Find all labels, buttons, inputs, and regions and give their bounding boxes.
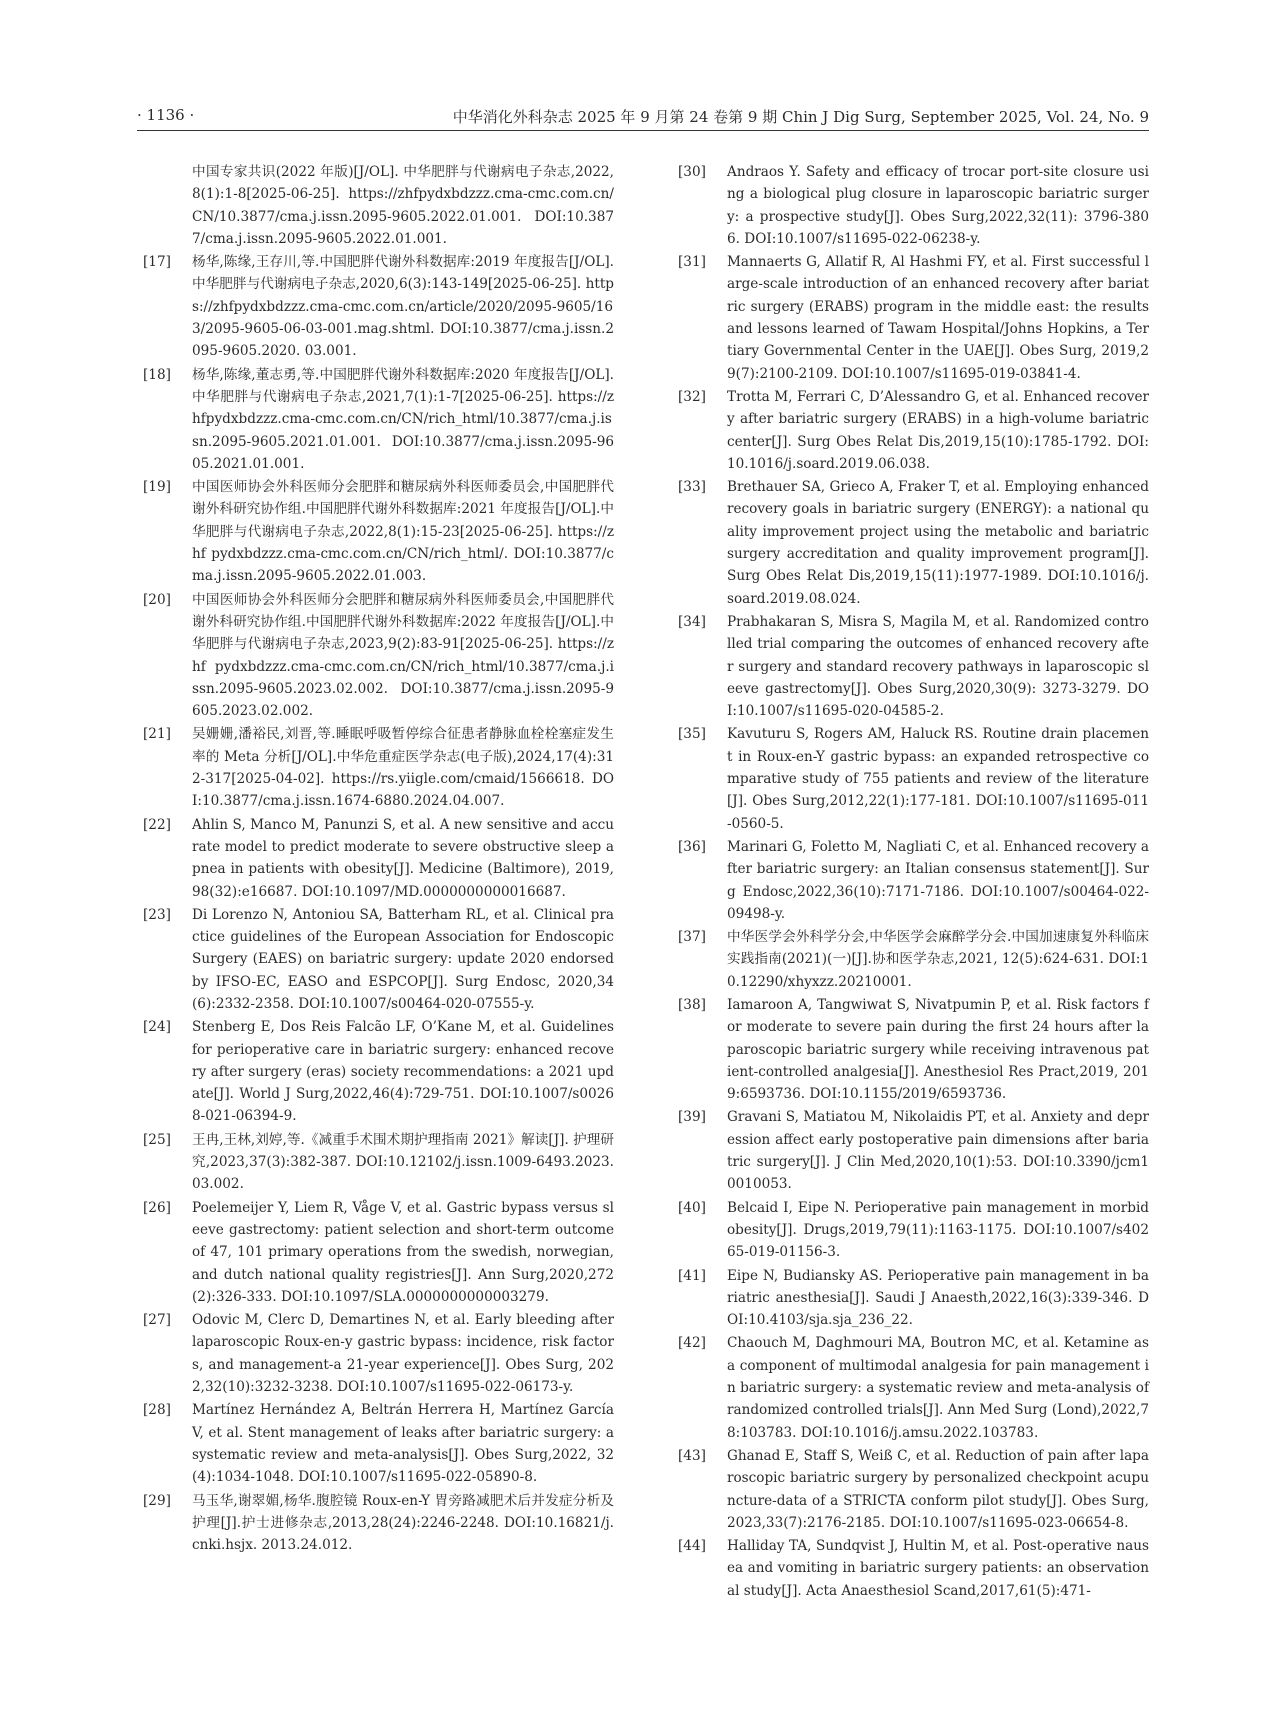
reference-number: [43] [678,1447,706,1464]
reference-number: [28] [143,1402,171,1419]
reference-text: Belcaid I, Eipe N. Perioperative pain management in morbid obesity[J]. Drugs,2019,79(11):1163-1175. DOI:10.1007/s40265-019-01156-3. [727,1199,1149,1261]
right-column [672,161,1149,1603]
reference-text: Martínez Hernández A, Beltrán Herrera H, Martínez García V, et al. Stent management of leaks after bariatric surgery: a systematic review and meta-analysis[J]. Obes Surg,2022, 32(4):1034-1048. DOI:10.1007/s11695-022-05890-8. [192,1402,614,1486]
reference-text: Brethauer SA, Grieco A, Fraker T, et al. Employing enhanced recovery goals in bariatric surgery (ENERGY): a national quality improvement project using the metabolic and bariatric surgery accreditation and quality improvement program[J]. Surg Obes Relat Dis,2019,15(11):1977-1989. DOI:10.1016/j.soard.2019.08.024. [727,479,1149,607]
reference-26 [137,1197,614,1308]
reference-text: 中华医学会外科学分会,中华医学会麻醉学分会.中国加速康复外科临床实践指南(2021)(一)[J].协和医学杂志,2021, 12(5):624-631. DOI:10.12290/xhyxzz.20210001. [727,929,1149,990]
reference-text: Iamaroon A, Tangwiwat S, Nivatpumin P, et al. Risk factors for moderate to severe pain during the first 24 hours after laparoscopic bariatric surgery while receiving intravenous patient-controlled analgesia[J]. Anesthesiol Res Pract,2019, 2019:6593736. DOI:10.1155/2019/6593736. [727,996,1149,1103]
reference-27 [137,1309,614,1398]
reference-text: 中国专家共识(2022 年版)[J/OL]. 中华肥胖与代谢病电子杂志,2022,8(1):1-8[2025-06-25]. https://zhfpydxbdzzz.cma-cmc.com.cn/CN/10.3877/cma.j.issn.2095-9605.2022.01.001. DOI:10.3877/cma.j.issn.2095-9605.2022.01.001. [192,164,614,247]
reference-text: Kavuturu S, Rogers AM, Haluck RS. Routine drain placement in Roux-en-Y gastric bypass: an expanded retrospective comparative study of 755 patients and review of the literature[J]. Obes Surg,2012,22(1):177-181. DOI:10.1007/s11695-011-0560-5. [727,726,1149,832]
reference-text: Chaouch M, Daghmouri MA, Boutron MC, et al. Ketamine as a component of multimodal analgesia for pain management in bariatric surgery: a systematic review and meta-analysis of randomized controlled trials[J]. Ann Med Surg (Lond),2022,78:103783. DOI:10.1016/j.amsu.2022.103783. [727,1335,1149,1441]
reference-number: [20] [143,591,171,608]
page-number: · 1136 · [137,106,195,124]
reference-text: 杨华,陈缘,王存川,等.中国肥胖代谢外科数据库:2019 年度报告[J/OL]. 中华肥胖与代谢病电子杂志,2020,6(3):143-149[2025-06-25]. https://zhfpydxbdzzz.cma-cmc.com.cn/article/2020/2095-9605/163/2095-9605-06-03-001.mag.shtml. DOI:10.3877/cma.j.issn.2095-9605.2020. 03.001. [192,254,614,360]
reference-number: [22] [143,816,171,833]
reference-21 [137,723,614,812]
reference-number: [41] [678,1267,706,1284]
reference-39 [672,1106,1149,1195]
reference-number: [37] [678,929,706,946]
reference-number: [42] [678,1335,706,1352]
reference-text: 杨华,陈缘,董志勇,等.中国肥胖代谢外科数据库:2020 年度报告[J/OL]. 中华肥胖与代谢病电子杂志,2021,7(1):1-7[2025-06-25]. https://zhfpydxbdzzz.cma-cmc.com.cn/CN/rich_html/10.3877/cma.j.issn.2095-9605.2021.01.001. DOI:10.3877/cma.j.issn.2095-9605.2021.01.001. [192,366,614,472]
reference-text: Andraos Y. Safety and efficacy of trocar port-site closure using a biological plug closure in laparoscopic bariatric surgery: a prospective study[J]. Obes Surg,2022,32(11): 3796-3806. DOI:10.1007/s11695-022-06238-y. [727,164,1149,247]
reference-30 [672,161,1149,250]
reference-24 [137,1016,614,1127]
reference-continuation [137,161,614,250]
reference-number: [17] [143,254,171,271]
reference-text: Mannaerts G, Allatif R, Al Hashmi FY, et al. First successful large-scale introduction of an enhanced recovery after bariatric surgery (ERABS) program in the middle east: the results and lessons learned of Tawam Hospital/Johns Hopkins, a Tertiary Governmental Center in the UAE[J]. Obes Surg, 2019,29(7):2100-2109. DOI:10.1007/s11695-019-03841-4. [727,254,1149,382]
reference-31 [672,251,1149,385]
reference-number: [23] [143,906,171,923]
reference-text: Trotta M, Ferrari C, D’Alessandro G, et al. Enhanced recovery after bariatric surgery (ERABS) in a high-volume bariatric center[J]. Surg Obes Relat Dis,2019,15(10):1785-1792. DOI:10.1016/j.soard.2019.06.038. [727,388,1149,472]
reference-number: [40] [678,1199,706,1216]
reference-36 [672,836,1149,925]
reference-number: [29] [143,1492,171,1509]
reference-text: 王冉,王林,刘婷,等.《减重手术围术期护理指南 2021》解读[J]. 护理研究,2023,37(3):382-387. DOI:10.12102/j.issn.1009-6493.2023.03.002. [192,1131,614,1193]
reference-19 [137,476,614,587]
reference-20 [137,589,614,723]
reference-number: [33] [678,479,706,496]
reference-text: Poelemeijer Y, Liem R, Våge V, et al. Gastric bypass versus sleeve gastrectomy: patient selection and short-term outcome of 47, 101 primary operations from the swedish, norwegian, and dutch national quality registries[J]. Ann Surg,2020,272(2):326-333. DOI:10.1097/SLA.0000000000003279. [192,1199,614,1305]
reference-text: Stenberg E, Dos Reis Falcão LF, O’Kane M, et al. Guidelines for perioperative care in bariatric surgery: enhanced recovery after surgery (eras) society recommendations: a 2021 update[J]. World J Surg,2022,46(4):729-751. DOI:10.1007/s00268-021-06394-9. [192,1019,614,1125]
reference-text: Ghanad E, Staff S, Weiß C, et al. Reduction of pain after laparoscopic bariatric surgery by personalized checkpoint acupuncture-data of a STRICTA conform pilot study[J]. Obes Surg,2023,33(7):2176-2185. DOI:10.1007/s11695-023-06654-8. [727,1447,1149,1531]
reference-25 [137,1129,614,1196]
reference-text: 吴姗姗,潘裕民,刘晋,等.睡眠呼吸暂停综合征患者静脉血栓栓塞症发生率的 Meta 分析[J/OL].中华危重症医学杂志(电子版),2024,17(4):312-317[2025-04-02]. https://rs.yiigle.com/cmaid/1566618. DOI:10.3877/cma.j.issn.1674-6880.2024.04.007. [192,726,614,810]
reference-number: [30] [678,164,706,180]
reference-33 [672,476,1149,610]
reference-44 [672,1535,1149,1602]
reference-22 [137,814,614,903]
reference-41 [672,1265,1149,1332]
reference-text: Marinari G, Foletto M, Nagliati C, et al. Enhanced recovery after bariatric surgery: an Italian consensus statement[J]. Surg Endosc,2022,36(10):7171-7186. DOI:10.1007/s00464-022-09498-y. [727,838,1149,922]
reference-number: [35] [678,726,706,743]
reference-number: [18] [143,366,171,383]
reference-29 [137,1490,614,1557]
reference-17 [137,251,614,362]
reference-text: 马玉华,谢翠媚,杨华.腹腔镜 Roux-en-Y 胃旁路减肥术后并发症分析及护理[J].护士进修杂志,2013,28(24):2246-2248. DOI:10.16821/j.cnki.hsjx. 2013.24.012. [192,1492,614,1554]
reference-number: [26] [143,1199,171,1216]
reference-number: [21] [143,726,171,743]
reference-28 [137,1399,614,1488]
reference-number: [19] [143,479,171,496]
reference-text: Odovic M, Clerc D, Demartines N, et al. Early bleeding after laparoscopic Roux-en-y gastric bypass: incidence, risk factors, and management-a 21-year experience[J]. Obes Surg, 2022,32(10):3232-3238. DOI:10.1007/s11695-022-06173-y. [192,1312,614,1396]
reference-text: Di Lorenzo N, Antoniou SA, Batterham RL, et al. Clinical practice guidelines of the European Association for Endoscopic Surgery (EAES) on bariatric surgery: update 2020 endorsed by IFSO-EC, EASO and ESPCOP[J]. Surg Endosc, 2020,34(6):2332-2358. DOI:10.1007/s00464-020-07555-y. [192,906,614,1012]
reference-18 [137,364,614,475]
reference-number: [31] [678,254,706,271]
reference-number: [39] [678,1109,706,1126]
reference-text: Ahlin S, Manco M, Panunzi S, et al. A new sensitive and accurate model to predict moderate to severe obstructive sleep apnea in patients with obesity[J]. Medicine (Baltimore), 2019,98(32):e16687. DOI:10.1097/MD.0000000000016687. [192,816,614,900]
reference-23 [137,904,614,1015]
reference-text: 中国医师协会外科医师分会肥胖和糖尿病外科医师委员会,中国肥胖代谢外科研究协作组.中国肥胖代谢外科数据库:2021 年度报告[J/OL].中华肥胖与代谢病电子杂志,2022,8(1):15-23[2025-06-25]. https://zhf pydxbdzzz.cma-cmc.com.cn/CN/rich_html/. DOI:10.3877/cma.j.issn.2095-9605.2022.01.003. [192,479,614,585]
reference-number: [34] [678,613,706,630]
reference-42 [672,1332,1149,1443]
reference-number: [38] [678,996,706,1013]
reference-text: 中国医师协会外科医师分会肥胖和糖尿病外科医师委员会,中国肥胖代谢外科研究协作组.中国肥胖代谢外科数据库:2022 年度报告[J/OL].中华肥胖与代谢病电子杂志,2023,9(2):83-91[2025-06-25]. https://zhf pydxbdzzz.cma-cmc.com.cn/CN/rich_html/10.3877/cma.j.issn.2095-9605.2023.02.002. DOI:10.3877/cma.j.issn.2095-9605.2023.02.002. [192,591,614,720]
reference-35 [672,723,1149,834]
reference-number: [44] [678,1538,706,1555]
reference-number: [25] [143,1131,171,1148]
reference-34 [672,611,1149,722]
reference-number: [36] [678,838,706,855]
journal-running-head: 中华消化外科杂志 2025 年 9 月第 24 卷第 9 期 Chin J Dig Surg, September 2025, Vol. 24, No. 9 [452,108,1149,126]
reference-text: Prabhakaran S, Misra S, Magila M, et al. Randomized controlled trial comparing the outcomes of enhanced recovery after surgery and standard recovery pathways in laparoscopic sleeve gastrectomy[J]. Obes Surg,2020,30(9): 3273-3279. DOI:10.1007/s11695-020-04585-2. [727,613,1149,720]
reference-40 [672,1197,1149,1264]
left-column [137,161,614,1557]
reference-37 [672,926,1149,993]
page-header [137,104,1149,131]
reference-number: [32] [678,388,706,405]
reference-text: Halliday TA, Sundqvist J, Hultin M, et al. Post-operative nausea and vomiting in bariatric surgery patients: an observational study[J]. Acta Anaesthesiol Scand,2017,61(5):471- [727,1538,1149,1599]
reference-43 [672,1445,1149,1534]
reference-38 [672,994,1149,1105]
reference-number: [27] [143,1312,171,1329]
reference-text: Eipe N, Budiansky AS. Perioperative pain management in bariatric anesthesia[J]. Saudi J Anaesth,2022,16(3):339-346. DOI:10.4103/sja.sja_236_22. [727,1267,1149,1329]
reference-text: Gravani S, Matiatou M, Nikolaidis PT, et al. Anxiety and depression affect early postoperative pain dimensions after bariatric surgery[J]. J Clin Med,2020,10(1):53. DOI:10.3390/jcm10010053. [727,1109,1149,1193]
reference-32 [672,386,1149,475]
reference-number: [24] [143,1019,171,1036]
